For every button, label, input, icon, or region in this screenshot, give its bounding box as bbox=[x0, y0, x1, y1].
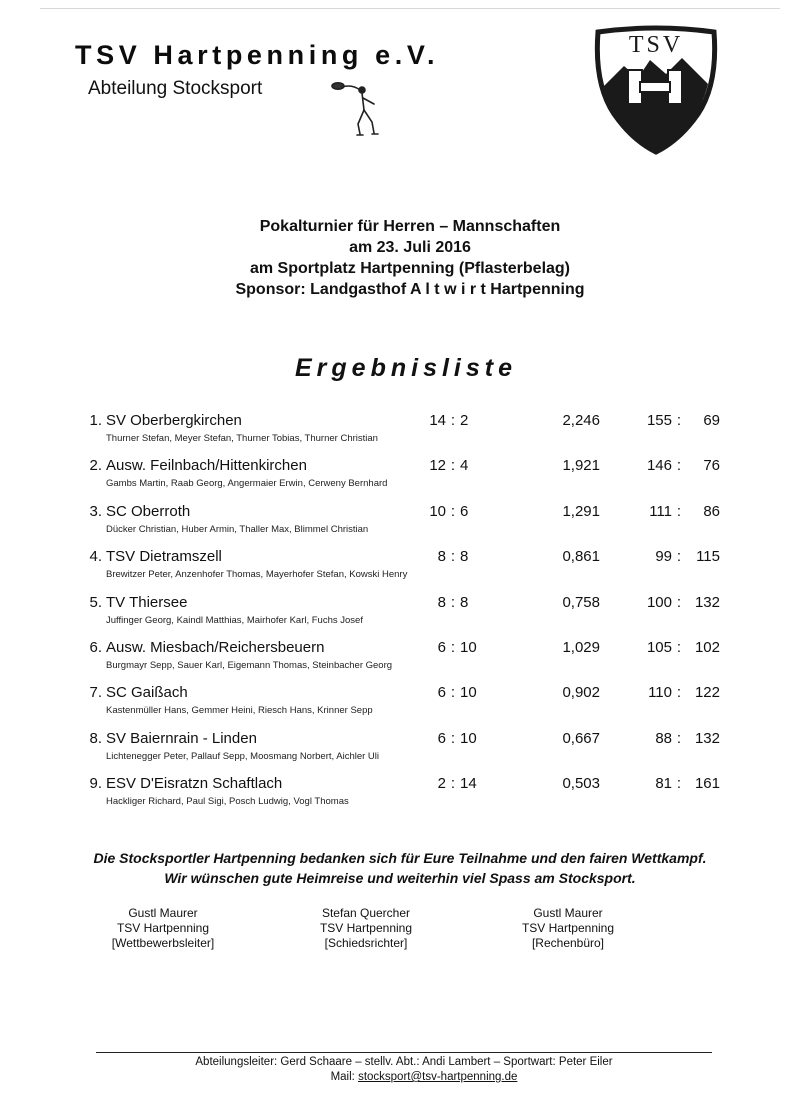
score: 111 : 86 bbox=[636, 503, 726, 520]
points-against: 8 bbox=[460, 593, 469, 611]
event-title: Pokalturnier für Herren – Mannschaften bbox=[259, 218, 561, 235]
signature-name: Gustl Maurer bbox=[533, 906, 603, 920]
thank-you-note bbox=[0, 848, 800, 888]
result-row bbox=[0, 457, 800, 502]
score: 99 : 115 bbox=[636, 548, 726, 565]
result-row bbox=[0, 639, 800, 684]
points: 6 : 10 bbox=[418, 684, 490, 701]
result-row bbox=[0, 412, 800, 457]
signature-role: [Wettbewerbsleiter] bbox=[111, 936, 215, 950]
points-against: 14 bbox=[460, 775, 477, 793]
signature-role: [Rechenbüro] bbox=[531, 936, 605, 950]
quotient: 0,667 bbox=[562, 729, 600, 747]
points-against: 8 bbox=[460, 548, 469, 566]
team-name: SV Baiernrain - Linden bbox=[106, 729, 257, 747]
wishes-line: Wir wünschen gute Heimreise und weiterhin viel Spass am Stocksport. bbox=[164, 870, 636, 886]
signature-name: Gustl Maurer bbox=[128, 906, 198, 920]
points: 10 : 6 bbox=[418, 503, 490, 520]
team-players: Lichtenegger Peter, Pallauf Sepp, Moosmang Norbert, Aichler Uli bbox=[106, 750, 380, 762]
score-for: 105 bbox=[646, 638, 672, 656]
score: 155 : 69 bbox=[636, 412, 726, 429]
team-name: TSV Dietramszell bbox=[106, 548, 222, 566]
club-crest-logo bbox=[590, 24, 722, 156]
score-for: 100 bbox=[646, 593, 672, 611]
score: 105 : 102 bbox=[636, 639, 726, 656]
score: 88 : 132 bbox=[636, 730, 726, 747]
event-info bbox=[0, 216, 800, 300]
team-players: Burgmayr Sepp, Sauer Karl, Eigemann Thomas, Steinbacher Georg bbox=[106, 659, 393, 671]
quotient: 0,758 bbox=[562, 593, 600, 611]
score-for: 99 bbox=[655, 548, 672, 566]
points-against: 2 bbox=[460, 412, 469, 429]
signature-block bbox=[276, 906, 456, 951]
points-for: 2 bbox=[437, 775, 446, 793]
result-row bbox=[0, 594, 800, 639]
points-against: 10 bbox=[460, 638, 477, 656]
score: 110 : 122 bbox=[636, 684, 726, 701]
mail-label: Mail: bbox=[330, 1071, 355, 1083]
points: 6 : 10 bbox=[418, 639, 490, 656]
result-row bbox=[0, 684, 800, 729]
score-for: 88 bbox=[655, 729, 672, 747]
points-against: 10 bbox=[460, 729, 477, 747]
signature-club: TSV Hartpenning bbox=[319, 921, 413, 935]
team-name: ESV D'Eisratzn Schaftlach bbox=[106, 775, 283, 793]
quotient: 1,291 bbox=[562, 502, 600, 520]
score-against: 69 bbox=[703, 412, 720, 429]
rank: 3. bbox=[89, 502, 102, 520]
signature-club: TSV Hartpenning bbox=[116, 921, 210, 935]
team-name: SV Oberbergkirchen bbox=[106, 412, 242, 429]
score-for: 110 bbox=[648, 684, 672, 702]
score-against: 132 bbox=[694, 593, 720, 611]
team-players: Juffinger Georg, Kaindl Matthias, Mairhofer Karl, Fuchs Josef bbox=[106, 614, 363, 626]
points: 8 : 8 bbox=[418, 548, 490, 565]
score-against: 132 bbox=[694, 729, 720, 747]
results-list bbox=[0, 412, 800, 821]
team-players: Brewitzer Peter, Anzenhofer Thomas, Mayerhofer Stefan, Kowski Henry bbox=[106, 569, 408, 581]
rank: 5. bbox=[89, 593, 102, 611]
team-players: Thurner Stefan, Meyer Stefan, Thurner Tobias, Thurner Christian bbox=[106, 433, 378, 444]
score-against: 102 bbox=[694, 638, 720, 656]
points-against: 10 bbox=[460, 684, 477, 702]
result-row bbox=[0, 730, 800, 775]
score-for: 81 bbox=[655, 775, 672, 793]
team-name: Ausw. Feilnbach/Hittenkirchen bbox=[106, 457, 307, 475]
points-for: 8 bbox=[437, 593, 446, 611]
score: 81 : 161 bbox=[636, 775, 726, 792]
points-for: 6 bbox=[437, 684, 446, 702]
signature-club: TSV Hartpenning bbox=[521, 921, 615, 935]
signature-name: Stefan Quercher bbox=[321, 906, 411, 920]
score: 100 : 132 bbox=[636, 594, 726, 611]
event-date: am 23. Juli 2016 bbox=[349, 239, 471, 256]
points-for: 12 bbox=[429, 457, 446, 475]
signature-role: [Schiedsrichter] bbox=[324, 936, 408, 950]
points: 8 : 8 bbox=[418, 594, 490, 611]
footer-officials: Abteilungsleiter: Gerd Schaare – stellv. Abt.: Andi Lambert – Sportwart: Peter Eiler bbox=[195, 1056, 613, 1068]
club-department: Abteilung Stocksport bbox=[88, 78, 263, 99]
quotient: 1,921 bbox=[562, 457, 600, 475]
result-row bbox=[0, 548, 800, 593]
points-for: 8 bbox=[437, 548, 446, 566]
team-players: Hackliger Richard, Paul Sigi, Posch Ludwig, Vogl Thomas bbox=[106, 796, 349, 808]
stock-thrower-figure-icon bbox=[330, 78, 390, 140]
team-name: SC Gaißach bbox=[106, 684, 188, 702]
result-row bbox=[0, 775, 800, 820]
team-players: Kastenmüller Hans, Gemmer Heini, Riesch Hans, Krinner Sepp bbox=[106, 705, 373, 717]
quotient: 0,503 bbox=[562, 775, 600, 793]
result-row bbox=[0, 503, 800, 548]
points-against: 6 bbox=[460, 502, 469, 520]
event-location: am Sportplatz Hartpenning (Pflasterbelag) bbox=[249, 260, 571, 277]
event-sponsor: Sponsor: Landgasthof A l t w i r t Hartpenning bbox=[235, 281, 585, 298]
crest-text: TSV bbox=[628, 32, 684, 58]
points: 6 : 10 bbox=[418, 730, 490, 747]
rank: 6. bbox=[89, 638, 102, 656]
rank: 7. bbox=[89, 684, 102, 702]
results-heading: Ergebnisliste bbox=[295, 354, 517, 382]
footer-divider bbox=[96, 1052, 712, 1053]
thank-you-line: Die Stocksportler Hartpenning bedanken sich für Eure Teilnahme und den fairen Wettkampf. bbox=[93, 850, 707, 866]
team-name: Ausw. Miesbach/Reichersbeuern bbox=[106, 638, 325, 656]
score: 146 : 76 bbox=[636, 457, 726, 474]
footer-mail bbox=[96, 1070, 712, 1085]
score-against: 76 bbox=[703, 457, 720, 475]
team-name: TV Thiersee bbox=[106, 593, 188, 611]
score-for: 146 bbox=[646, 457, 672, 475]
points-for: 14 bbox=[429, 412, 446, 429]
score-against: 161 bbox=[694, 775, 720, 793]
rank: 2. bbox=[89, 457, 102, 475]
quotient: 1,029 bbox=[562, 638, 600, 656]
signature-block bbox=[73, 906, 253, 951]
club-name: TSV Hartpenning e.V. bbox=[75, 40, 440, 70]
score-against: 86 bbox=[703, 502, 720, 520]
score-against: 115 bbox=[696, 548, 720, 566]
score-for: 155 bbox=[646, 412, 672, 429]
rank: 9. bbox=[89, 775, 102, 793]
mail-link[interactable]: stocksport@tsv-hartpenning.de bbox=[358, 1071, 518, 1083]
top-edge-line bbox=[40, 8, 780, 9]
footer bbox=[96, 1055, 712, 1085]
quotient: 0,861 bbox=[562, 548, 600, 566]
points: 12 : 4 bbox=[418, 457, 490, 474]
team-players: Dücker Christian, Huber Armin, Thaller Max, Blimmel Christian bbox=[106, 523, 369, 535]
quotient: 2,246 bbox=[562, 412, 600, 429]
team-name: SC Oberroth bbox=[106, 502, 191, 520]
rank: 1. bbox=[89, 412, 102, 429]
team-players: Gambs Martin, Raab Georg, Angermaier Erwin, Cerweny Bernhard bbox=[106, 478, 388, 490]
rank: 8. bbox=[89, 729, 102, 747]
points: 14 : 2 bbox=[418, 412, 490, 429]
points-for: 6 bbox=[437, 638, 446, 656]
quotient: 0,902 bbox=[562, 684, 600, 702]
signature-block bbox=[478, 906, 658, 951]
points-for: 10 bbox=[429, 502, 446, 520]
rank: 4. bbox=[89, 548, 102, 566]
score-against: 122 bbox=[694, 684, 720, 702]
points: 2 : 14 bbox=[418, 775, 490, 792]
points-against: 4 bbox=[460, 457, 469, 475]
points-for: 6 bbox=[437, 729, 446, 747]
score-for: 111 bbox=[649, 502, 672, 520]
